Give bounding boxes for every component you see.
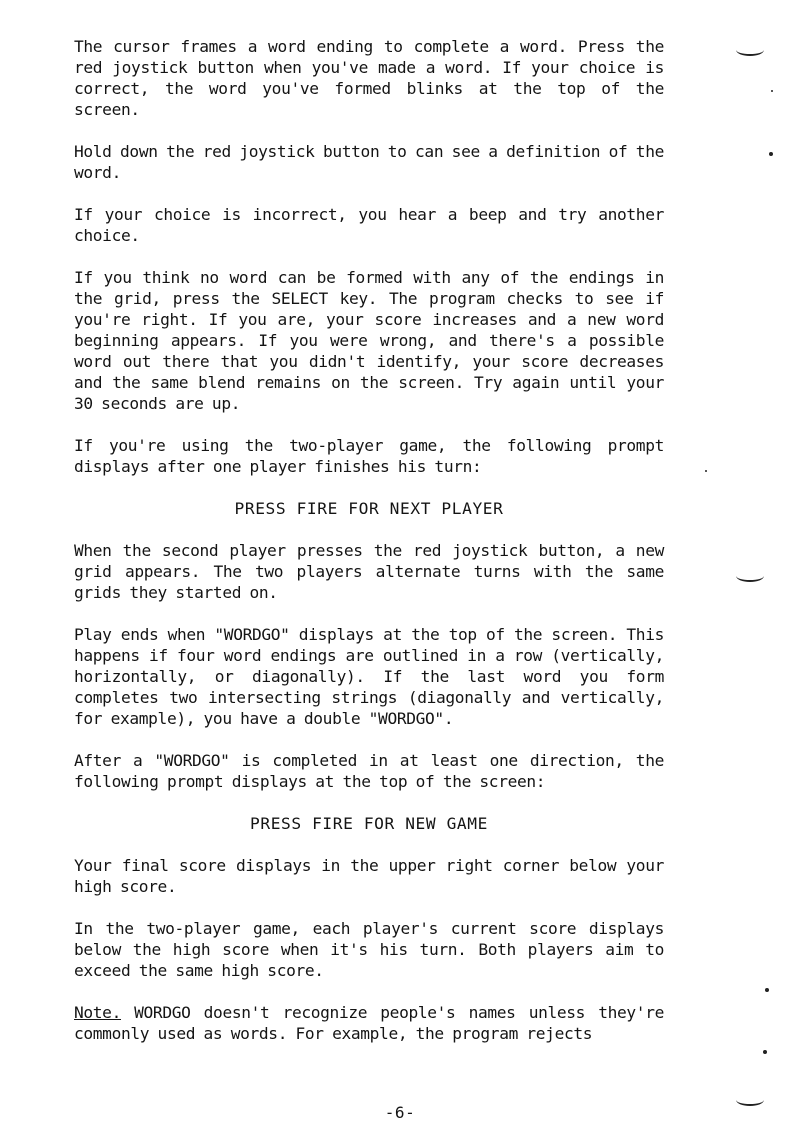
- paragraph-note: [74, 1002, 664, 1044]
- prompt-next-player: PRESS FIRE FOR NEXT PLAYER: [234, 499, 504, 518]
- paragraph-select-key: If you think no word can be formed with any of the endings in the grid, press the SELECT key. The program checks to see if you're right. If you are, your score increases and a new word beginning appears. If you were wrong, and there's a possible word out there that you didn't identify, your score decreases and the same blend remains on the screen. Try again until your 30 seconds are up.: [74, 268, 664, 413]
- scan-mark-curve: [736, 44, 764, 56]
- paragraph-final-score: Your final score displays in the upper right corner below your high score.: [74, 856, 664, 896]
- note-label: Note.: [74, 1003, 121, 1022]
- paragraph-two-player-score: In the two-player game, each player's current score displays below the high score when it's his turn. Both players aim to exceed the same high score.: [74, 919, 664, 980]
- paragraph-after-wordgo: After a "WORDGO" is completed in at least one direction, the following prompt displays at the top of the screen:: [74, 751, 664, 791]
- paragraph-play-ends: Play ends when "WORDGO" displays at the top of the screen. This happens if four word endings are outlined in a row (vertically, horizontally, or diagonally). If the last word you form completes two intersecting strings (diagonally and vertically, for example), you have a double "WORDGO".: [74, 625, 664, 728]
- scan-mark-dot: [763, 1050, 767, 1054]
- note-text: WORDGO doesn't recognize people's names unless they're commonly used as words. For example, the program rejects: [74, 1003, 664, 1043]
- scan-mark-curve: [736, 570, 764, 582]
- scan-mark-dot: [765, 988, 769, 992]
- scan-mark-dot: [705, 470, 707, 472]
- prompt-new-game: PRESS FIRE FOR NEW GAME: [250, 814, 488, 833]
- page-number: -6-: [384, 1103, 416, 1122]
- paragraph-second-player: When the second player presses the red joystick button, a new grid appears. The two players alternate turns with the same grids they started on.: [74, 541, 664, 602]
- paragraph-incorrect-choice: If your choice is incorrect, you hear a beep and try another choice.: [74, 205, 664, 245]
- scan-mark-dot: [769, 152, 773, 156]
- paragraph-definition: Hold down the red joystick button to can see a definition of the word.: [74, 142, 664, 182]
- paragraph-two-player: If you're using the two-player game, the following prompt displays after one player finishes his turn:: [74, 436, 664, 476]
- scan-mark-dot: [771, 90, 773, 92]
- page-body: [74, 36, 664, 1065]
- paragraph-cursor-frames: The cursor frames a word ending to complete a word. Press the red joystick button when you've made a word. If your choice is correct, the word you've formed blinks at the top of the screen.: [74, 37, 664, 119]
- scan-mark-curve: [736, 1094, 764, 1106]
